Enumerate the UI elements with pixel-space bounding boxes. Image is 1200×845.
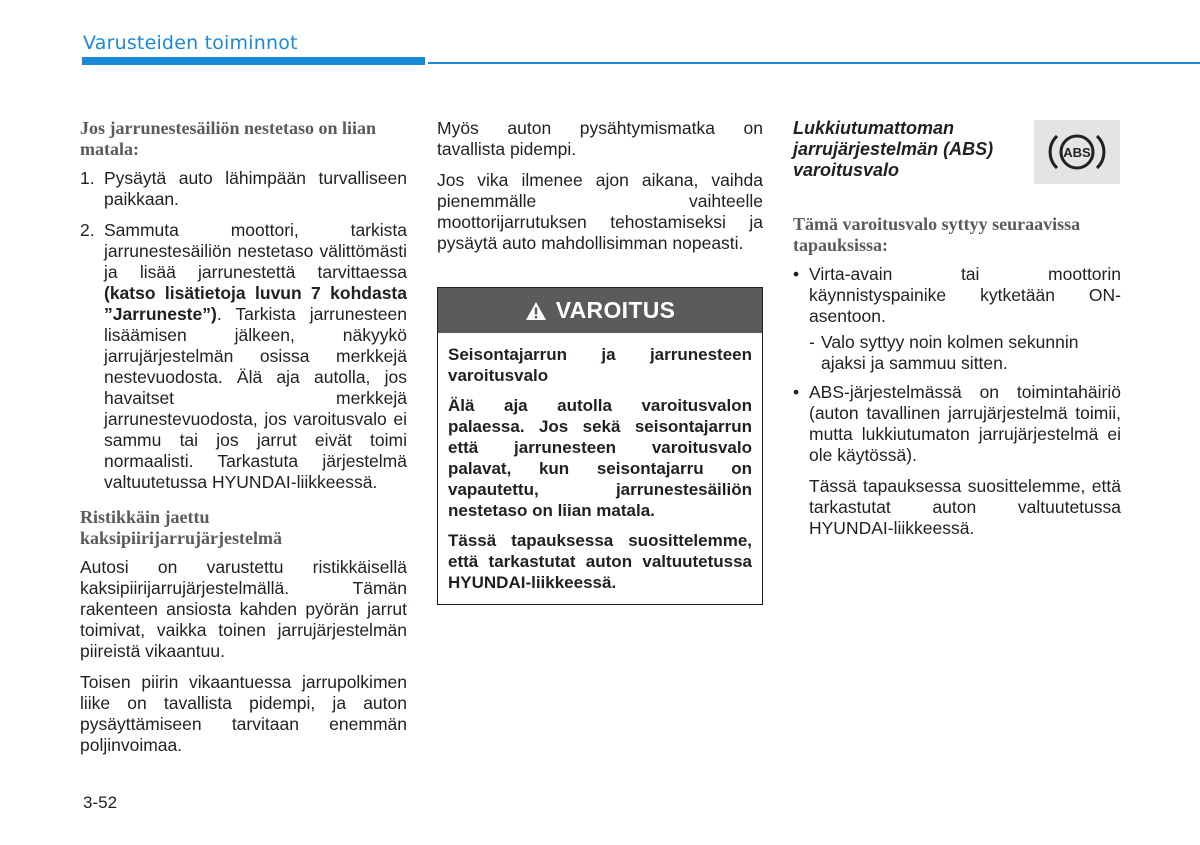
low-fluid-heading: Jos jarrunestesäiliön nestetaso on liian matala: xyxy=(80,118,377,159)
cross-reference: (katso lisätietoja luvun 7 kohdasta ”Jarruneste”) xyxy=(104,283,407,324)
bullet-dot: • xyxy=(793,382,800,402)
header-accent-bar xyxy=(82,57,425,65)
column-middle xyxy=(437,118,763,264)
page-number: 3-52 xyxy=(83,793,118,812)
paragraph: Autosi on varustettu ristikkäisellä kaksipiirijarrujärjestelmällä. Tämän rakenteen ansiosta kahden pyörän jarrut toimivat, vaikka toinen jarrujärjestelmän piireistä vikaantuu. xyxy=(80,557,407,661)
header-rule xyxy=(428,62,1200,64)
abs-warning-title: Lukkiutumattoman jarrujärjestelmän (ABS) varoitusvalo xyxy=(793,118,994,180)
warning-box xyxy=(437,287,763,605)
abs-warning-lamp xyxy=(1034,120,1120,184)
list-number: 1. xyxy=(80,168,95,188)
warning-subtitle: Seisontajarrun ja jarrunesteen varoitusvalo xyxy=(448,345,752,385)
abs-icon-text: ABS xyxy=(1063,145,1091,160)
list-text-part: . Tarkista jarrunesteen lisäämisen jälkeen, näkyykö jarrujärjestelmän osissa merkkejä nestevuodosta. Älä aja autolla, jos havaitset merkkejä jarrunestevuodosta, jos varoitusvalo ei sammu tai jos jarrut eivät toimi normaalisti. Tarkastuta järjestelmä valtuutetussa HYUNDAI-liikkeessä. xyxy=(104,304,407,492)
paragraph: Jos vika ilmenee ajon aikana, vaihda pienemmälle vaihteelle moottorijarrutuksen tehostamiseksi ja pysäytä auto mahdollisimman nopeasti. xyxy=(437,170,763,253)
paragraph: Tässä tapauksessa suosittelemme, että tarkastutat auton valtuutetussa HYUNDAI-liikkeessä. xyxy=(809,476,1121,538)
sub-text: Valo syttyy noin kolmen sekunnin ajaksi ja sammuu sitten. xyxy=(821,332,1079,373)
sub-item xyxy=(809,332,1121,374)
column-left xyxy=(80,118,407,766)
dual-circuit-heading: Ristikkäin jaettu kaksipiirijarrujärjestelmä xyxy=(80,507,282,548)
sub-dash: - xyxy=(809,332,815,352)
list-item xyxy=(80,168,407,210)
list-text: Pysäytä auto lähimpään turvalliseen paikkaan. xyxy=(104,168,407,209)
bullet-text: ABS-järjestelmässä on toimintahäiriö (auton tavallinen jarrujärjestelmä toimii, mutta lukkiutumaton jarrujärjestelmä ei ole käytössä). xyxy=(809,382,1121,465)
warning-title: VAROITUS xyxy=(555,297,676,323)
list-text xyxy=(104,220,407,493)
warning-triangle-icon xyxy=(525,301,547,321)
warning-text: Tässä tapauksessa suosittelemme, että tarkastutat auton valtuutetussa HYUNDAI-liikkeessä. xyxy=(448,531,752,592)
list-text-part: Sammuta moottori, tarkista jarrunestesäiliön nestetaso välittömästi ja lisää jarrunestettä tarvittaessa xyxy=(104,220,407,282)
bullet-text: Virta-avain tai moottorin käynnistyspainike kytketään ON-asentoon. xyxy=(809,264,1121,326)
bullet-dot: • xyxy=(793,264,800,284)
warning-body xyxy=(438,333,762,593)
list-number: 2. xyxy=(80,220,95,240)
section-title: Varusteiden toiminnot xyxy=(83,32,298,54)
paragraph: Myös auton pysähtymismatka on tavallista pidempi. xyxy=(437,118,763,159)
warning-header xyxy=(438,288,762,333)
bullet-item xyxy=(793,264,1121,327)
paragraph: Toisen piirin vikaantuessa jarrupolkimen liike on tavallista pidempi, ja auton pysäyttämiseen tarvitaan enemmän poljinvoimaa. xyxy=(80,672,407,755)
warning-text: Älä aja autolla varoitusvalon palaessa. Jos sekä seisontajarrun että jarrunesteen varoitusvalo palavat, kun seisontajarru on vapautettu, jarrunestesäiliön nestetaso on liian matala. xyxy=(448,396,752,520)
abs-icon xyxy=(1042,126,1112,178)
list-item xyxy=(80,220,407,493)
abs-conditions-heading: Tämä varoitusvalo syttyy seuraavissa tapauksissa: xyxy=(793,214,1081,255)
bullet-item xyxy=(793,382,1121,466)
